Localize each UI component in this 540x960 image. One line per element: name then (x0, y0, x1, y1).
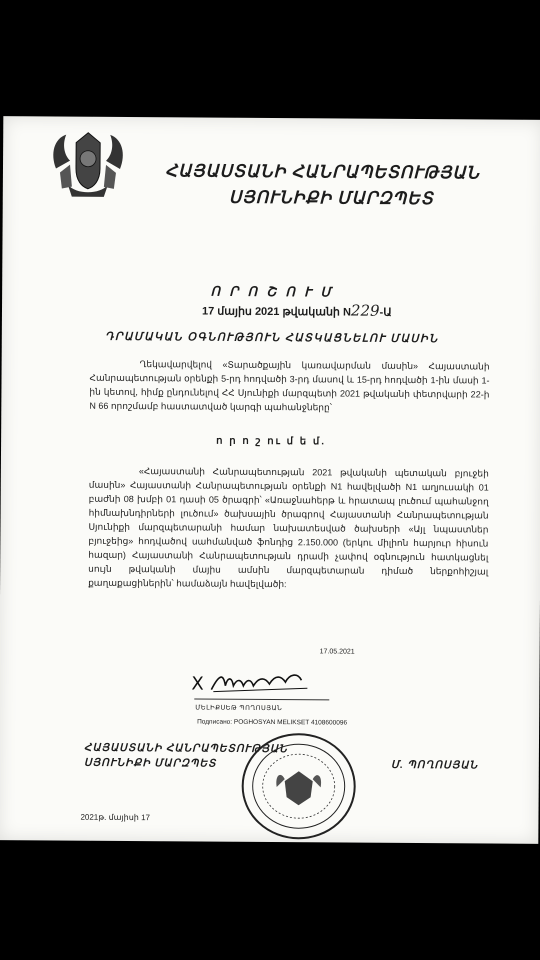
decision-subject: ԴՐԱՄԱԿԱՆ ՕԳՆՈՒԹՅՈՒՆ ՀԱՏԿԱՑՆԵԼՈՒ ՄԱՍԻՆ (105, 330, 439, 346)
decide-heading: ո ր ո շ ու մ ե մ. (216, 435, 327, 448)
signature-date: 17.05.2021 (319, 648, 355, 656)
document-page (0, 116, 540, 844)
decision-number-suffix: -Ա (379, 306, 392, 319)
decision-date: 17 մայիս 2021 թվականի N (201, 305, 351, 319)
signature-mark: X (191, 673, 204, 695)
footer-org-line1: ՀԱՅԱՍՏԱՆԻ ՀԱՆՐԱՊԵՏՈՒԹՅԱՆ (83, 742, 288, 756)
digital-signature-note: Подписано: POGHOSYAN MELIKSET 4108600096 (197, 718, 348, 727)
document-date: 2021թ. մայիսի 17 (80, 812, 151, 823)
header-title-line2: ՍՅՈՒՆԻՔԻ ՄԱՐԶՊԵՏ (228, 187, 434, 209)
header-title-line1: ՀԱՅԱՍՏԱՆԻ ՀԱՆՐԱՊԵՏՈՒԹՅԱՆ (164, 161, 480, 183)
handwritten-signature (189, 669, 319, 696)
footer-org-line2: ՍՅՈՒՆԻՔԻ ՄԱՐԶՊԵՏ (83, 757, 217, 770)
armenian-coat-of-arms-icon (48, 128, 129, 201)
signatory-name: Մ. ՊՈՂՈՍՅԱՆ (390, 759, 479, 772)
preamble-paragraph: Ղեկավարվելով «Տարածքային կառավարման մասին» Հայաստանի Հանրապետության օրենքի 5-րդ հոդվածի 3-րդ մասով և 15-րդ հոդվածի 1-ին մասի 1-ին կետով, հիմք ընդունելով ՀՀ Սյունիքի մարզպետի 2021 թվականի փետրվարի 22-ի N 66 որոշմամբ հաստատված կարգի պահանջները՝ (89, 359, 490, 413)
decision-number: 229 (350, 301, 380, 320)
document-type: Ո Ր Ո Շ Ո Ւ Մ (210, 283, 334, 300)
signer-name: ՄԵԼԻՔՍԵԹ ՊՈՂՈՍՅԱՆ (195, 704, 283, 713)
official-stamp-seal (238, 731, 359, 842)
body-paragraph: «Հայաստանի Հանրապետության 2021 թվականի պետական բյուջեի մասին» Հայաստանի Հանրապետության օրենքի N1 հավելվածի N1 աղյուսակի 01 բաժնի 08 խմբի 01 դասի 05 ծրագրի՝ «Առաջնահերթ և հրատապ լուծում պահանջող հիմնախնդիրների լուծում» ծախսային ծրագրով Հայաստանի Հանրապետության Սյունիքի մարզպետարանի համար նախատեսված ծախսերի «Այլ նպաստներ բյուջեից» հոդվածով սահմանված ֆոնդից 2.150.000 (երկու միլիոն հարյուր հիսուն հազար) Հայաստանի Հանրապետության դրամի չափով օգնություն հատկացնել սույն թվականի մայիս ամսին մարզպետարան դիմած ներքոհիշյալ քաղաքացիներին՝ համաձայն հավելվածի: (88, 466, 489, 590)
signature-line (194, 698, 329, 700)
decision-date-number (202, 301, 392, 320)
